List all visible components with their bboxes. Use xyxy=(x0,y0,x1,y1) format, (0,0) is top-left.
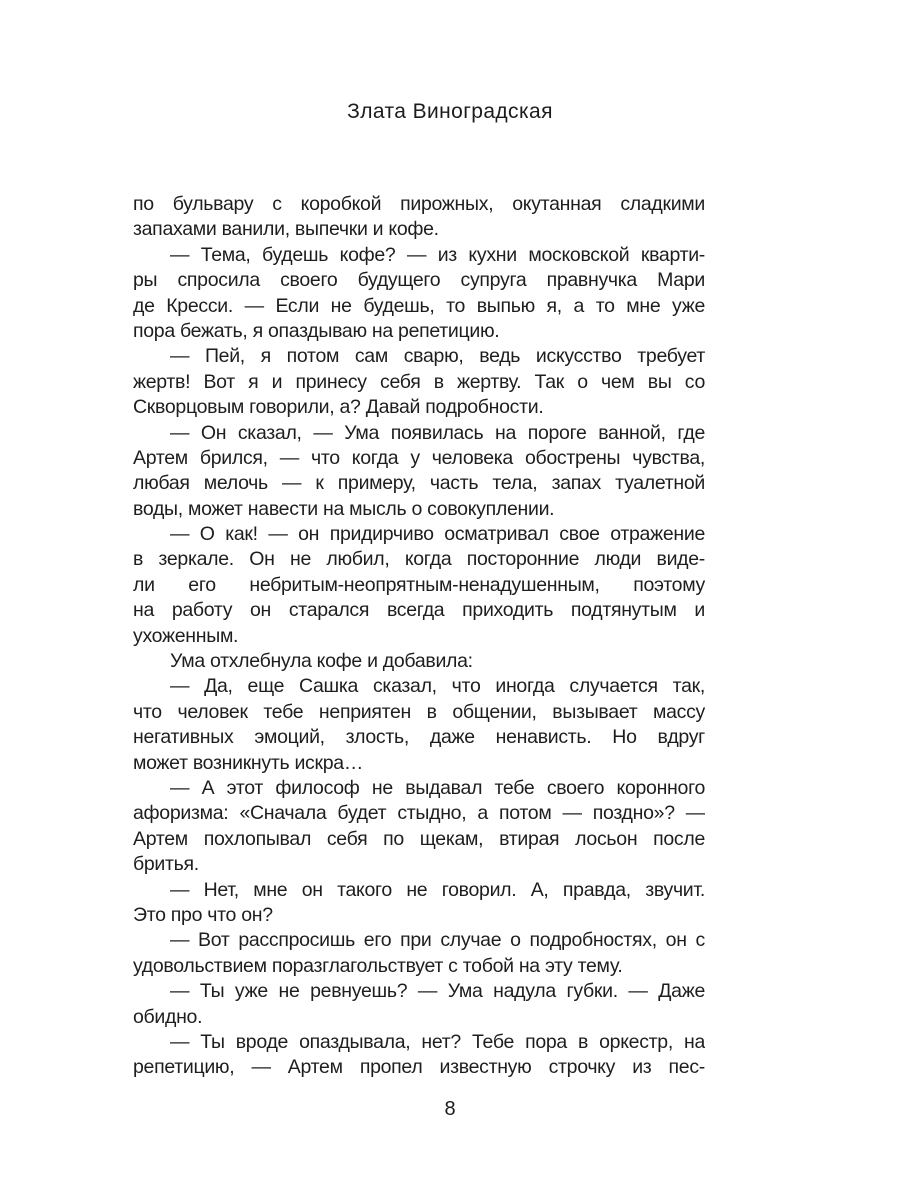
text-line: удовольствием поразглагольствует с тобой на эту тему. xyxy=(133,954,623,977)
text-line: жертв! Вот я и принесу себя в жертву. Так о чем вы со xyxy=(133,370,705,393)
text-line: негативных эмоций, злость, даже ненависть. Но вдруг xyxy=(133,726,705,749)
text-line: любая мелочь — к примеру, часть тела, запах туалетной xyxy=(133,472,705,495)
text-line: может возникнуть искра… xyxy=(133,751,364,774)
text-line: репетицию, — Артем пропел известную строчку из пес- xyxy=(133,1056,705,1079)
text-line: что человек тебе неприятен в общении, вызывает массу xyxy=(133,700,705,723)
text-line: — Вот расспросишь его при случае о подробностях, он с xyxy=(170,929,705,952)
text-line: обидно. xyxy=(133,1005,203,1028)
text-line: Артем брился, — что когда у человека обострены чувства, xyxy=(133,446,705,469)
text-line: Это про что он? xyxy=(133,903,273,926)
text-line: воды, может навести на мысль о совокуплении. xyxy=(133,497,555,520)
text-line: ли его небритым-неопрятным-ненадушенным, поэтому xyxy=(133,573,705,596)
text-line: Скворцовым говорили, а? Давай подробности. xyxy=(133,396,544,419)
text-line: — Нет, мне он такого не говорил. А, правда, звучит. xyxy=(170,878,705,901)
text-line: Ума отхлебнула кофе и добавила: xyxy=(170,650,473,673)
text-line: пора бежать, я опаздываю на репетицию. xyxy=(133,319,500,342)
text-line: — Да, еще Сашка сказал, что иногда случается так, xyxy=(170,675,705,698)
text-line: в зеркале. Он не любил, когда посторонние люди виде- xyxy=(133,548,705,571)
text-line: ухоженным. xyxy=(133,624,239,647)
text-line: — Тема, будешь кофе? — из кухни московской кварти- xyxy=(170,243,705,266)
text-line: — О как! — он придирчиво осматривал свое отражение xyxy=(170,523,705,546)
text-line: ры спросила своего будущего супруга правнучка Мари xyxy=(133,269,705,292)
text-line: запахами ванили, выпечки и кофе. xyxy=(133,218,439,241)
text-line: — Он сказал, — Ума появилась на пороге ванной, где xyxy=(170,421,705,444)
text-block xyxy=(133,192,705,1081)
text-line: на работу он старался всегда приходить подтянутым и xyxy=(133,599,705,622)
text-line: по бульвару с коробкой пирожных, окутанная сладкими xyxy=(133,193,705,215)
page-number: 8 xyxy=(444,1098,456,1120)
text-line: — Ты уже не ревнуешь? — Ума надула губки. — Даже xyxy=(170,980,705,1003)
running-title: Злата Виноградская xyxy=(347,100,553,123)
text-line: де Кресси. — Если не будешь, то выпью я, а то мне уже xyxy=(133,294,705,317)
text-line: афоризма: «Сначала будет стыдно, а потом — поздно»? — xyxy=(133,802,705,825)
text-line: бритья. xyxy=(133,853,199,876)
text-line: — А этот философ не выдавал тебе своего коронного xyxy=(170,776,705,799)
text-line: Артем похлопывал себя по щекам, втирая лосьон после xyxy=(133,827,705,850)
text-line: — Ты вроде опаздывала, нет? Тебе пора в оркестр, на xyxy=(170,1030,705,1053)
text-line: — Пей, я потом сам сварю, ведь искусство требует xyxy=(170,345,705,368)
